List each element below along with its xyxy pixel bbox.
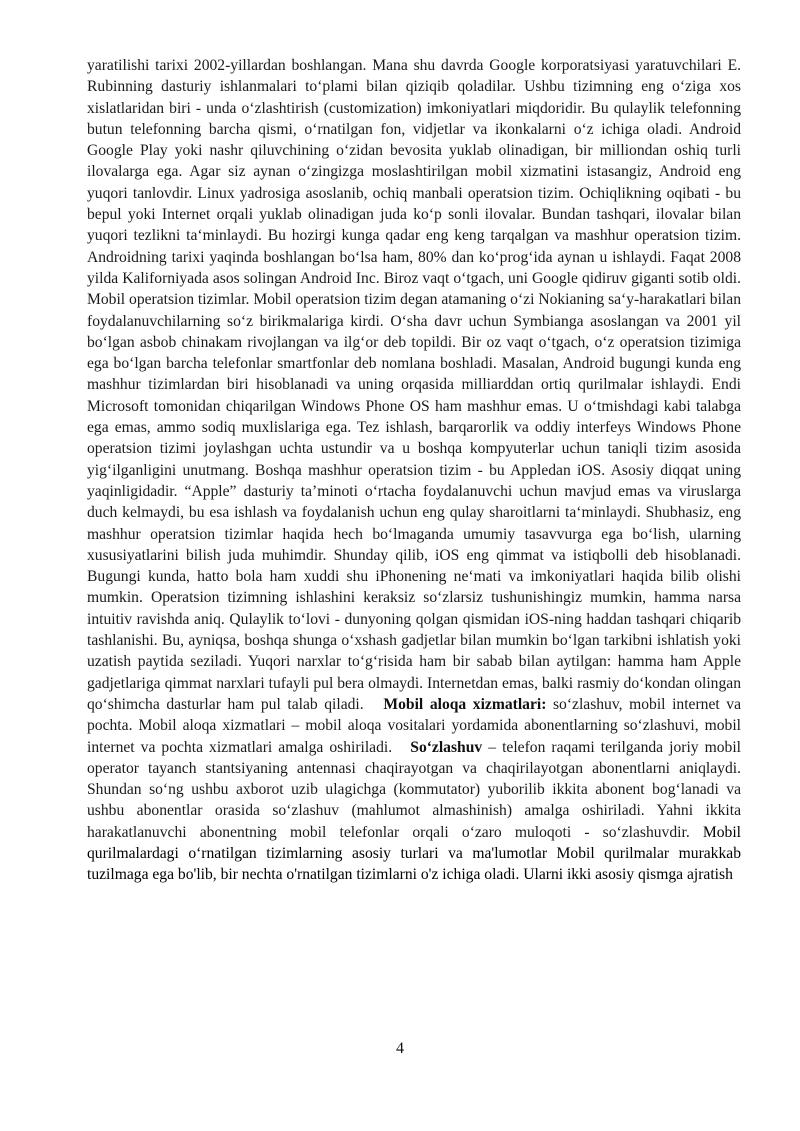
paragraph-part-2: so‘zlashuv, mobil internet va pochta. Mobil aloqa xizmatlari – mobil aloqa vositalari yordamida abonentlarning so‘zlashuvi, mobil internet va pochta xizmatlari amalga oshiriladi. — [87, 695, 741, 756]
page-number: 4 — [396, 1040, 404, 1057]
heading-conversation: So‘zlashuv — [410, 738, 483, 756]
main-paragraph — [87, 55, 741, 886]
paragraph-part-4: Mobil qurilmalardagi o‘rnatilgan tizimlarning asosiy turlari va ma'lumotlar Mobil qurilmalar murakkab tuzilmaga ega bo'lib, bir nechta o'rnatilgan tizimlarni o'z ichiga oladi. Ularni ikki asosiy qismga ajratish — [87, 823, 742, 884]
heading-mobile-services: Mobil aloqa xizmatlari: — [383, 695, 547, 713]
paragraph-part-1: yaratilishi tarixi 2002-yillardan boshlangan. Mana shu davrda Google korporatsiyasi yaratuvchilari E. Rubinning dasturiy ishlanmalari to‘plami bilan qiziqib qoladilar. Ushbu tizimning eng o‘ziga xos xislatlaridan biri - unda o‘zlashtirish (customization) imkoniyatlari miqdoridir. Bu qulaylik telefonning butun telefonning barcha qismi, o‘rnatilgan fon, vidjetlar va ikonkalarni o‘z ichiga oladi. Android Google Play yoki nashr qiluvchining o‘zidan bevosita yuklab olinadigan, bir milliondan oshiq turli ilovalarga ega. Agar siz aynan o‘zingizga moslashtirilgan mobil xizmatini istasangiz, Android eng yuqori tanlovdir. Linux yadrosiga asoslanib, ochiq manbali operatsion tizim. Ochiqlikning oqibati - bu bepul yoki Internet orqali yuklab olinadigan juda ko‘p sonli ilovalar. Bundan tashqari, ilovalar bilan yuqori tezlikni ta‘minlaydi. Bu hozirgi kunga qadar eng keng tarqalgan va mashhur operatsion tizim. Androidning tarixi yaqinda boshlangan bo‘lsa ham, 80% dan ko‘prog‘ida aynan u ishlaydi. Faqat 2008 yilda Kaliforniyada asos solingan Android Inc. Biroz vaqt o‘tgach, uni Google qidiruv giganti sotib oldi. Mobil operatsion tizimlar. Mobil operatsion tizim degan atamaning o‘zi Nokianing sa‘y-harakatlari bilan foydalanuvchilarning so‘z birikmalariga kirdi. O‘sha davr uchun Symbianga asoslangan va 2001 yil bo‘lgan asbob chinakam rivojlangan va ilg‘or deb topildi. Bir oz vaqt o‘tgach, o‘z operatsion tizimiga ega bo‘lgan barcha telefonlar smartfonlar deb nomlana boshladi. Masalan, Android bugungi kunda eng mashhur tizimlardan biri hisoblanadi va uning orqasida milliarddan ortiq qurilmalar ishlaydi. Endi Microsoft tomonidan chiqarilgan Windows Phone OS ham mashhur emas. U o‘tmishdagi kabi talabga ega emas, ammo sodiq muxlislariga ega. Tez ishlash, barqarorlik va oddiy interfeys Windows Phone operatsion tizimi joylashgan uchta ustundir va u boshqa kompyuterlar uchun taniqli tizim asosida yig‘ilganligini unutmang. Boshqa mashhur operatsion tizim - bu Appledan iOS. Asosiy diqqat uning yaqinligidadir. “Apple” dasturiy ta’minoti o‘rtacha foydalanuvchi uchun mavjud emas va viruslarga duch kelmaydi, bu esa ishlash va foydalanish uchun eng qulay sharoitlarni ta‘minlaydi. Shubhasiz, eng mashhur operatsion tizimlar haqida hech bo‘lmaganda umumiy tasavvurga ega bo‘lish, ularning xususiyatlarini bilish juda muhimdir. Shunday qilib, iOS eng qimmat va istiqbolli deb hisoblanadi. Bugungi kunda, hatto bola ham xuddi shu iPhonening ne‘mati va imkoniyatlari haqida bilib olishi mumkin. Operatsion tizimning ishlashini keraksiz so‘zlarsiz tushunishingiz mumkin, hamma narsa intuitiv ravishda aniq. Qulaylik to‘lovi - dunyoning qolgan qismidan iOS-ning haddan tashqari chiqarib tashlanishi. Bu, ayniqsa, boshqa shunga o‘xshash gadjetlar bilan mumkin bo‘lgan tarkibni ishlatish yoki uzatish paytida seziladi. Yuqori narxlar to‘g‘risida ham bir sabab bilan aytilgan: hamma ham Apple gadjetlariga qimmat narxlari tufayli pul bera olmaydi. Internetdan emas, balki rasmiy do‘kondan olingan qo‘shimcha dasturlar ham pul talab qiladi. — [87, 57, 741, 713]
paragraph-part-3: – telefon raqami terilganda joriy mobil operator tayanch stantsiyaning antennasi chaqirayotgan va chaqirilayotgan abonentlarni aniqlaydi. Shundan so‘ng ushbu axborot uzib ulagichga (kommutator) yuborilib ikkita abonent bog‘lanadi va ushbu abonentlar orasida so‘zlashuv (mahlumot almashinish) amalga oshiriladi. Yahni ikkita harakatlanuvchi abonentning mobil telefonlar orqali o‘zaro muloqoti - so‘zlashuvdir. — [87, 738, 741, 841]
body-text — [87, 55, 741, 886]
